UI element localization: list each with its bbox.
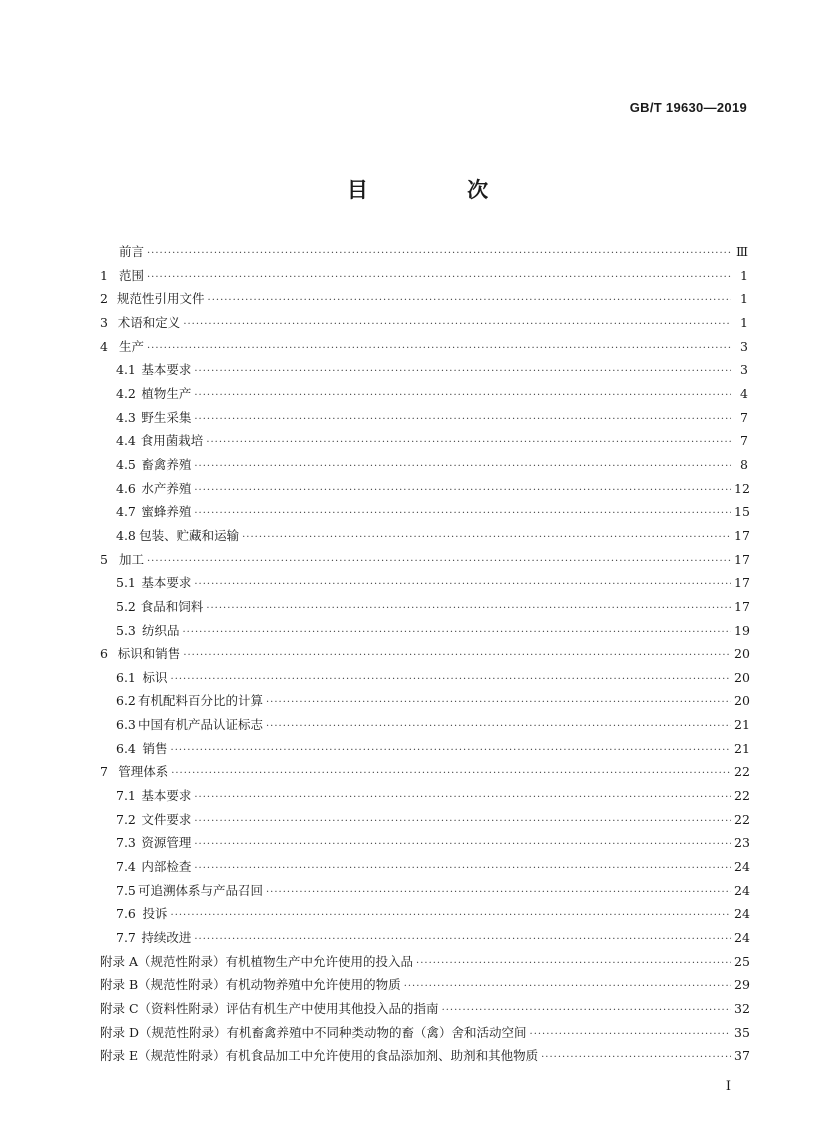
toc-entry-label: 有机配料百分比的计算 (137, 693, 263, 709)
dot-leader (266, 698, 731, 708)
toc-entry-label: 范围 (118, 267, 144, 283)
dot-leader (194, 367, 731, 377)
toc-entry[interactable] (100, 337, 748, 361)
toc-entry[interactable] (100, 691, 748, 715)
dot-leader (171, 911, 731, 921)
toc-entry[interactable] (100, 904, 748, 928)
toc-entry-page: 4 (740, 385, 748, 401)
toc-entry-number: 7 (100, 764, 108, 780)
toc-entry-number: 2 (100, 291, 108, 307)
toc-entry[interactable] (100, 621, 748, 645)
toc-entry-page: 17 (734, 575, 750, 591)
toc-entry-number: 4.6 (116, 480, 136, 496)
toc-entry[interactable] (100, 762, 748, 786)
toc-entry-page: 21 (734, 740, 750, 756)
dot-leader (194, 817, 731, 827)
toc-entry-number: 6.3 (116, 717, 136, 733)
toc-entry[interactable] (100, 715, 748, 739)
toc-entry-number: 4.7 (116, 504, 136, 520)
toc-entry-label: 文件要求 (141, 811, 192, 827)
toc-entry[interactable] (100, 313, 748, 337)
toc-entry-page: 15 (734, 504, 750, 520)
toc-entry-number: 7.6 (116, 906, 136, 922)
toc-entry-number: 4 (100, 338, 108, 354)
toc-entry-number: 4.4 (116, 433, 136, 449)
dot-leader (183, 651, 731, 661)
toc-entry[interactable] (100, 573, 748, 597)
dot-leader (208, 296, 731, 306)
toc-entry-page: 17 (734, 527, 750, 543)
dot-leader (194, 840, 731, 850)
dot-leader (147, 344, 731, 354)
toc-entry-number: 7.3 (116, 835, 136, 851)
toc-entry-label: 前言 (118, 244, 144, 259)
toc-entry-number: 7.7 (116, 930, 136, 946)
toc-entry-page: 21 (734, 717, 750, 733)
toc-entry-page: 8 (740, 456, 748, 472)
dot-leader (194, 793, 731, 803)
dot-leader (194, 509, 731, 519)
dot-leader (206, 438, 731, 448)
toc-entry-label: 加工 (118, 551, 144, 567)
toc-entry[interactable] (100, 242, 748, 266)
toc-entry-label: 评估有机生产中使用其他投入品的指南 (226, 1001, 439, 1016)
toc-entry-number: 5.1 (116, 575, 136, 591)
dot-leader (194, 486, 731, 496)
dot-leader (183, 320, 731, 330)
toc-entry[interactable] (100, 384, 748, 408)
toc-entry[interactable] (100, 597, 748, 621)
toc-entry-page: 12 (734, 480, 750, 496)
dot-leader (182, 628, 731, 638)
dot-leader (404, 982, 731, 992)
toc-entry[interactable] (100, 833, 748, 857)
toc-entry[interactable] (100, 431, 748, 455)
toc-entry[interactable] (100, 881, 748, 905)
toc-entry-number: 附录 C（资料性附录） (100, 1001, 227, 1016)
page-title: 目 次 (346, 178, 535, 202)
toc-entry-number: 4.2 (116, 385, 136, 401)
dot-leader (194, 391, 731, 401)
toc-entry-label: 投诉 (142, 906, 168, 922)
toc-entry-label: 内部检查 (141, 859, 192, 875)
toc-entry-page: 29 (734, 977, 750, 993)
toc-entry[interactable] (100, 455, 748, 479)
toc-entry-number: 附录 D（规范性附录） (100, 1024, 227, 1040)
dot-leader (147, 249, 731, 259)
toc-entry-label: 纺织品 (141, 622, 180, 638)
toc-entry-number: 附录 E（规范性附录） (100, 1048, 226, 1064)
toc-entry-number: 5 (100, 551, 108, 567)
toc-entry-page: 24 (734, 882, 750, 898)
toc-entry-number: 7.4 (116, 859, 136, 875)
toc-entry-label: 标识 (142, 669, 168, 685)
toc-entry-number: 5.2 (116, 598, 136, 614)
toc-entry-label: 可追溯体系与产品召回 (137, 882, 263, 898)
dot-leader (194, 864, 731, 874)
toc-entry[interactable] (100, 739, 748, 763)
dot-leader (416, 959, 731, 969)
toc-entry-page: 19 (734, 622, 750, 638)
toc-entry-page: Ⅲ (735, 244, 748, 259)
page-number: I (725, 1079, 731, 1094)
toc-entry-label: 基本要求 (141, 362, 192, 378)
toc-entry-number: 6.2 (116, 693, 136, 709)
toc-entry-number: 1 (100, 267, 108, 283)
toc-entry-number: 7.1 (116, 788, 136, 804)
dot-leader (242, 533, 731, 543)
dot-leader (171, 746, 731, 756)
toc-entry-number: 附录 B（规范性附录） (100, 977, 226, 993)
toc-entry[interactable] (100, 952, 748, 976)
toc-entry[interactable] (100, 502, 748, 526)
toc-entry[interactable] (100, 1046, 748, 1070)
toc-entry[interactable] (100, 408, 748, 432)
toc-entry-label: 水产养殖 (141, 480, 192, 496)
toc-entry-page: 1 (740, 267, 748, 283)
toc-entry[interactable] (100, 999, 748, 1023)
toc-entry-label: 有机食品加工中允许使用的食品添加剂、助剂和其他物质 (225, 1048, 539, 1064)
toc-entry-number: 6.4 (116, 740, 136, 756)
toc-entry[interactable] (100, 857, 748, 881)
toc-entry-label: 蜜蜂养殖 (141, 504, 192, 520)
toc-entry[interactable] (100, 289, 748, 313)
dot-leader (530, 1030, 731, 1040)
toc-entry[interactable] (100, 928, 748, 952)
toc-entry-page: 20 (734, 693, 750, 709)
toc-entry-label: 销售 (142, 740, 168, 756)
toc-entry-page: 7 (740, 409, 748, 425)
dot-leader (194, 580, 731, 590)
toc-entry-page: 1 (740, 291, 748, 307)
toc-entry-page: 24 (734, 930, 750, 946)
toc-entry[interactable] (100, 1023, 748, 1047)
toc-entry-label: 有机动物养殖中允许使用的物质 (225, 977, 401, 993)
toc-entry[interactable] (100, 668, 748, 692)
toc-entry-number: 附录 A（规范性附录） (100, 953, 226, 969)
dot-leader (147, 273, 731, 283)
dot-leader (147, 557, 731, 567)
toc-entry[interactable] (100, 479, 748, 503)
dot-leader (194, 462, 731, 472)
toc-entry-label: 有机植物生产中允许使用的投入品 (225, 953, 414, 969)
toc-entry-label: 植物生产 (141, 385, 192, 401)
toc-entry-label: 术语和定义 (117, 314, 181, 330)
dot-leader (171, 675, 731, 685)
toc-entry-label: 畜禽养殖 (141, 456, 192, 472)
toc-entry-page: 22 (734, 764, 750, 780)
toc-entry-label: 持续改进 (141, 930, 192, 946)
dot-leader (266, 888, 731, 898)
toc-entry[interactable] (100, 266, 748, 290)
toc-entry-number: 4.8 (116, 527, 136, 543)
toc-entry-label: 资源管理 (141, 835, 192, 851)
toc-entry-label: 基本要求 (141, 788, 192, 804)
toc-entry-page: 17 (734, 598, 750, 614)
toc-entry[interactable] (100, 786, 748, 810)
toc-entry-label: 标识和销售 (117, 646, 181, 662)
dot-leader (442, 1006, 731, 1016)
toc-entry-page: 24 (734, 859, 750, 875)
toc-entry[interactable] (100, 360, 748, 384)
toc-entry-label: 包装、贮藏和运输 (139, 527, 240, 543)
toc-entry-page: 17 (734, 551, 750, 567)
toc-entry-number: 4.1 (116, 362, 136, 378)
toc-entry-page: 23 (734, 835, 750, 851)
toc-entry-label: 中国有机产品认证标志 (137, 717, 263, 733)
toc-entry[interactable] (100, 810, 748, 834)
toc-entry-label: 食品和饲料 (140, 598, 204, 614)
toc-entry-number: 7.2 (116, 811, 136, 827)
toc-entry-label: 基本要求 (141, 575, 192, 591)
standard-code: GB/T 19630—2019 (629, 100, 747, 115)
toc-entry-page: 1 (740, 314, 748, 330)
toc-entry-label: 野生采集 (141, 409, 192, 425)
toc-entry-page: 3 (740, 338, 748, 354)
toc-entry[interactable] (100, 975, 748, 999)
toc-entry-number: 4.3 (116, 409, 136, 425)
dot-leader (171, 769, 731, 779)
toc-entry[interactable] (100, 644, 748, 668)
dot-leader (266, 722, 731, 732)
toc-entry-number: 6.1 (116, 669, 136, 685)
toc-entry-number: 5.3 (116, 622, 136, 638)
dot-leader (206, 604, 731, 614)
dot-leader (194, 935, 731, 945)
toc-entry-number: 6 (100, 646, 108, 662)
toc-entry-page: 24 (734, 906, 750, 922)
toc-entry[interactable] (100, 526, 748, 550)
toc-entry-page: 32 (734, 1001, 750, 1016)
toc-entry-label: 管理体系 (118, 764, 169, 780)
toc-entry[interactable] (100, 550, 748, 574)
toc-entry-page: 37 (734, 1048, 750, 1064)
toc-entry-page: 7 (740, 433, 748, 449)
toc-entry-number: 4.5 (116, 456, 136, 472)
toc-entry-page: 20 (734, 646, 750, 662)
toc-entry-number: 3 (100, 314, 108, 330)
toc-entry-page: 35 (734, 1024, 750, 1040)
toc-entry-page: 3 (740, 362, 748, 378)
toc-entry-label: 规范性引用文件 (117, 291, 205, 307)
dot-leader (194, 415, 731, 425)
table-of-contents (100, 242, 748, 1070)
toc-entry-label: 食用菌栽培 (140, 433, 204, 449)
dot-leader (541, 1053, 731, 1063)
toc-entry-number: 7.5 (116, 882, 136, 898)
toc-entry-page: 22 (734, 811, 750, 827)
toc-entry-page: 20 (734, 669, 750, 685)
toc-entry-label: 有机畜禽养殖中不同种类动物的畜（禽）舍和活动空间 (226, 1024, 527, 1040)
toc-entry-label: 生产 (118, 338, 144, 354)
toc-entry-page: 22 (734, 788, 750, 804)
toc-entry-page: 25 (734, 953, 750, 969)
